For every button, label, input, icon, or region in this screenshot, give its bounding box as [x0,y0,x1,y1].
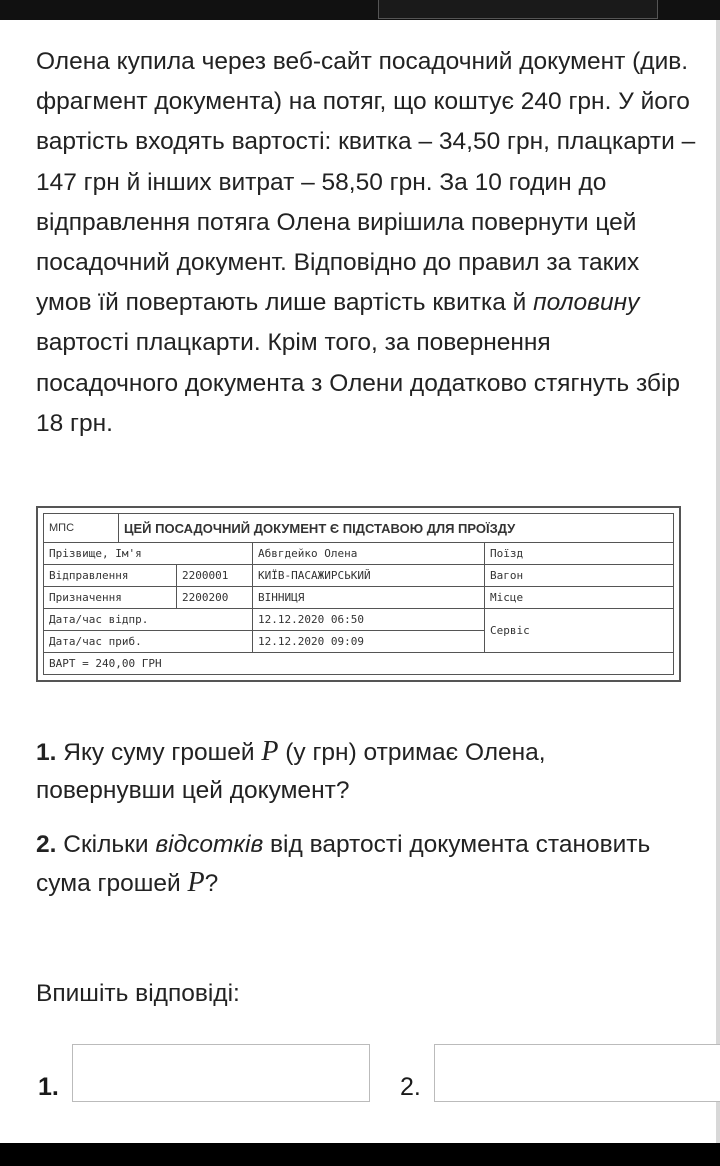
ticket-destination-station: ВІННИЦЯ [253,587,485,609]
ticket-departure-code: 2200001 [177,565,253,587]
ticket-arr-time-label: Дата/час приб. [44,631,253,653]
answer-1-field[interactable] [72,1044,370,1102]
top-tab-edge [378,0,658,19]
ticket-header-row [44,514,674,543]
ticket-row [44,565,674,587]
answer-1-label: 1. [38,1073,59,1101]
ticket-row [44,543,674,565]
ticket-train-label: Поїзд [485,543,674,565]
answer-2-input[interactable] [435,1045,720,1101]
problem-text [36,42,696,444]
question-1-number: 1. [36,739,57,766]
ticket-service-label: Сервіс [485,609,674,653]
problem-text-end: вартості плацкарти. Крім того, за повернення посадочного документа з Олени додатково стягнуть збір 18 грн. [36,329,681,437]
ticket-wagon-label: Вагон [485,565,674,587]
problem-emphasis: половину [533,289,640,317]
ticket-destination-label: Призначення [44,587,177,609]
top-bar [0,0,720,20]
scroll-edge [716,20,720,1143]
question-2-variable: P [187,867,205,898]
question-2-text-a: Скільки [56,831,156,858]
ticket-table [43,513,674,675]
question-2-text-b: від вартості документа становить сума грошей [36,831,651,897]
ticket-row [44,653,674,675]
question-2-number: 2. [36,831,57,858]
ticket-seat-label: Місце [485,587,674,609]
ticket-row [44,609,674,631]
question-2-emphasis: відсотків [155,831,264,858]
ticket-mps: МПС [44,514,119,543]
answer-2-label: 2. [400,1073,421,1101]
answer-1-input[interactable] [73,1045,369,1101]
answers-prompt: Впишіть відповіді: [36,980,240,1007]
question-2-text-c: ? [204,870,219,897]
question-2 [36,826,686,903]
ticket-dep-time-label: Дата/час відпр. [44,609,253,631]
ticket-header: ЦЕЙ ПОСАДОЧНИЙ ДОКУМЕНТ Є ПІДСТАВОЮ ДЛЯ ПРОЇЗДУ [119,514,674,543]
ticket-surname-label: Прізвище, Ім'я [44,543,253,565]
answer-2-field[interactable] [434,1044,720,1102]
question-1-text-b: (у грн) отримає Олена, повернувши цей документ? [36,739,546,804]
ticket-price: ВАРТ = 240,00 ГРН [44,653,674,675]
ticket-dep-time-value: 12.12.2020 06:50 [253,609,485,631]
question-1-text-a: Яку суму грошей [56,739,262,766]
question-1-variable: P [261,736,279,767]
ticket-departure-station: КИЇВ-ПАСАЖИРСЬКИЙ [253,565,485,587]
ticket-destination-code: 2200200 [177,587,253,609]
problem-text-main: Олена купила через веб-сайт посадочний документ (див. фрагмент документа) на потяг, що коштує 240 грн. У його вартість входять вартості: квитка – 34,50 грн, плацкарти – 147 грн й інших витрат – 58,50 грн. За 10 годин до відправлення потяга Олена вирішила повернути цей посадочний документ. Відповідно до правил за таких умов їй повертають лише вартість квитка й [36,48,696,317]
ticket-fragment [36,506,681,682]
question-1 [36,733,686,810]
ticket-arr-time-value: 12.12.2020 09:09 [253,631,485,653]
bottom-bar [0,1143,720,1166]
ticket-surname-value: Абвгдейко Олена [253,543,485,565]
ticket-row [44,587,674,609]
ticket-departure-label: Відправлення [44,565,177,587]
